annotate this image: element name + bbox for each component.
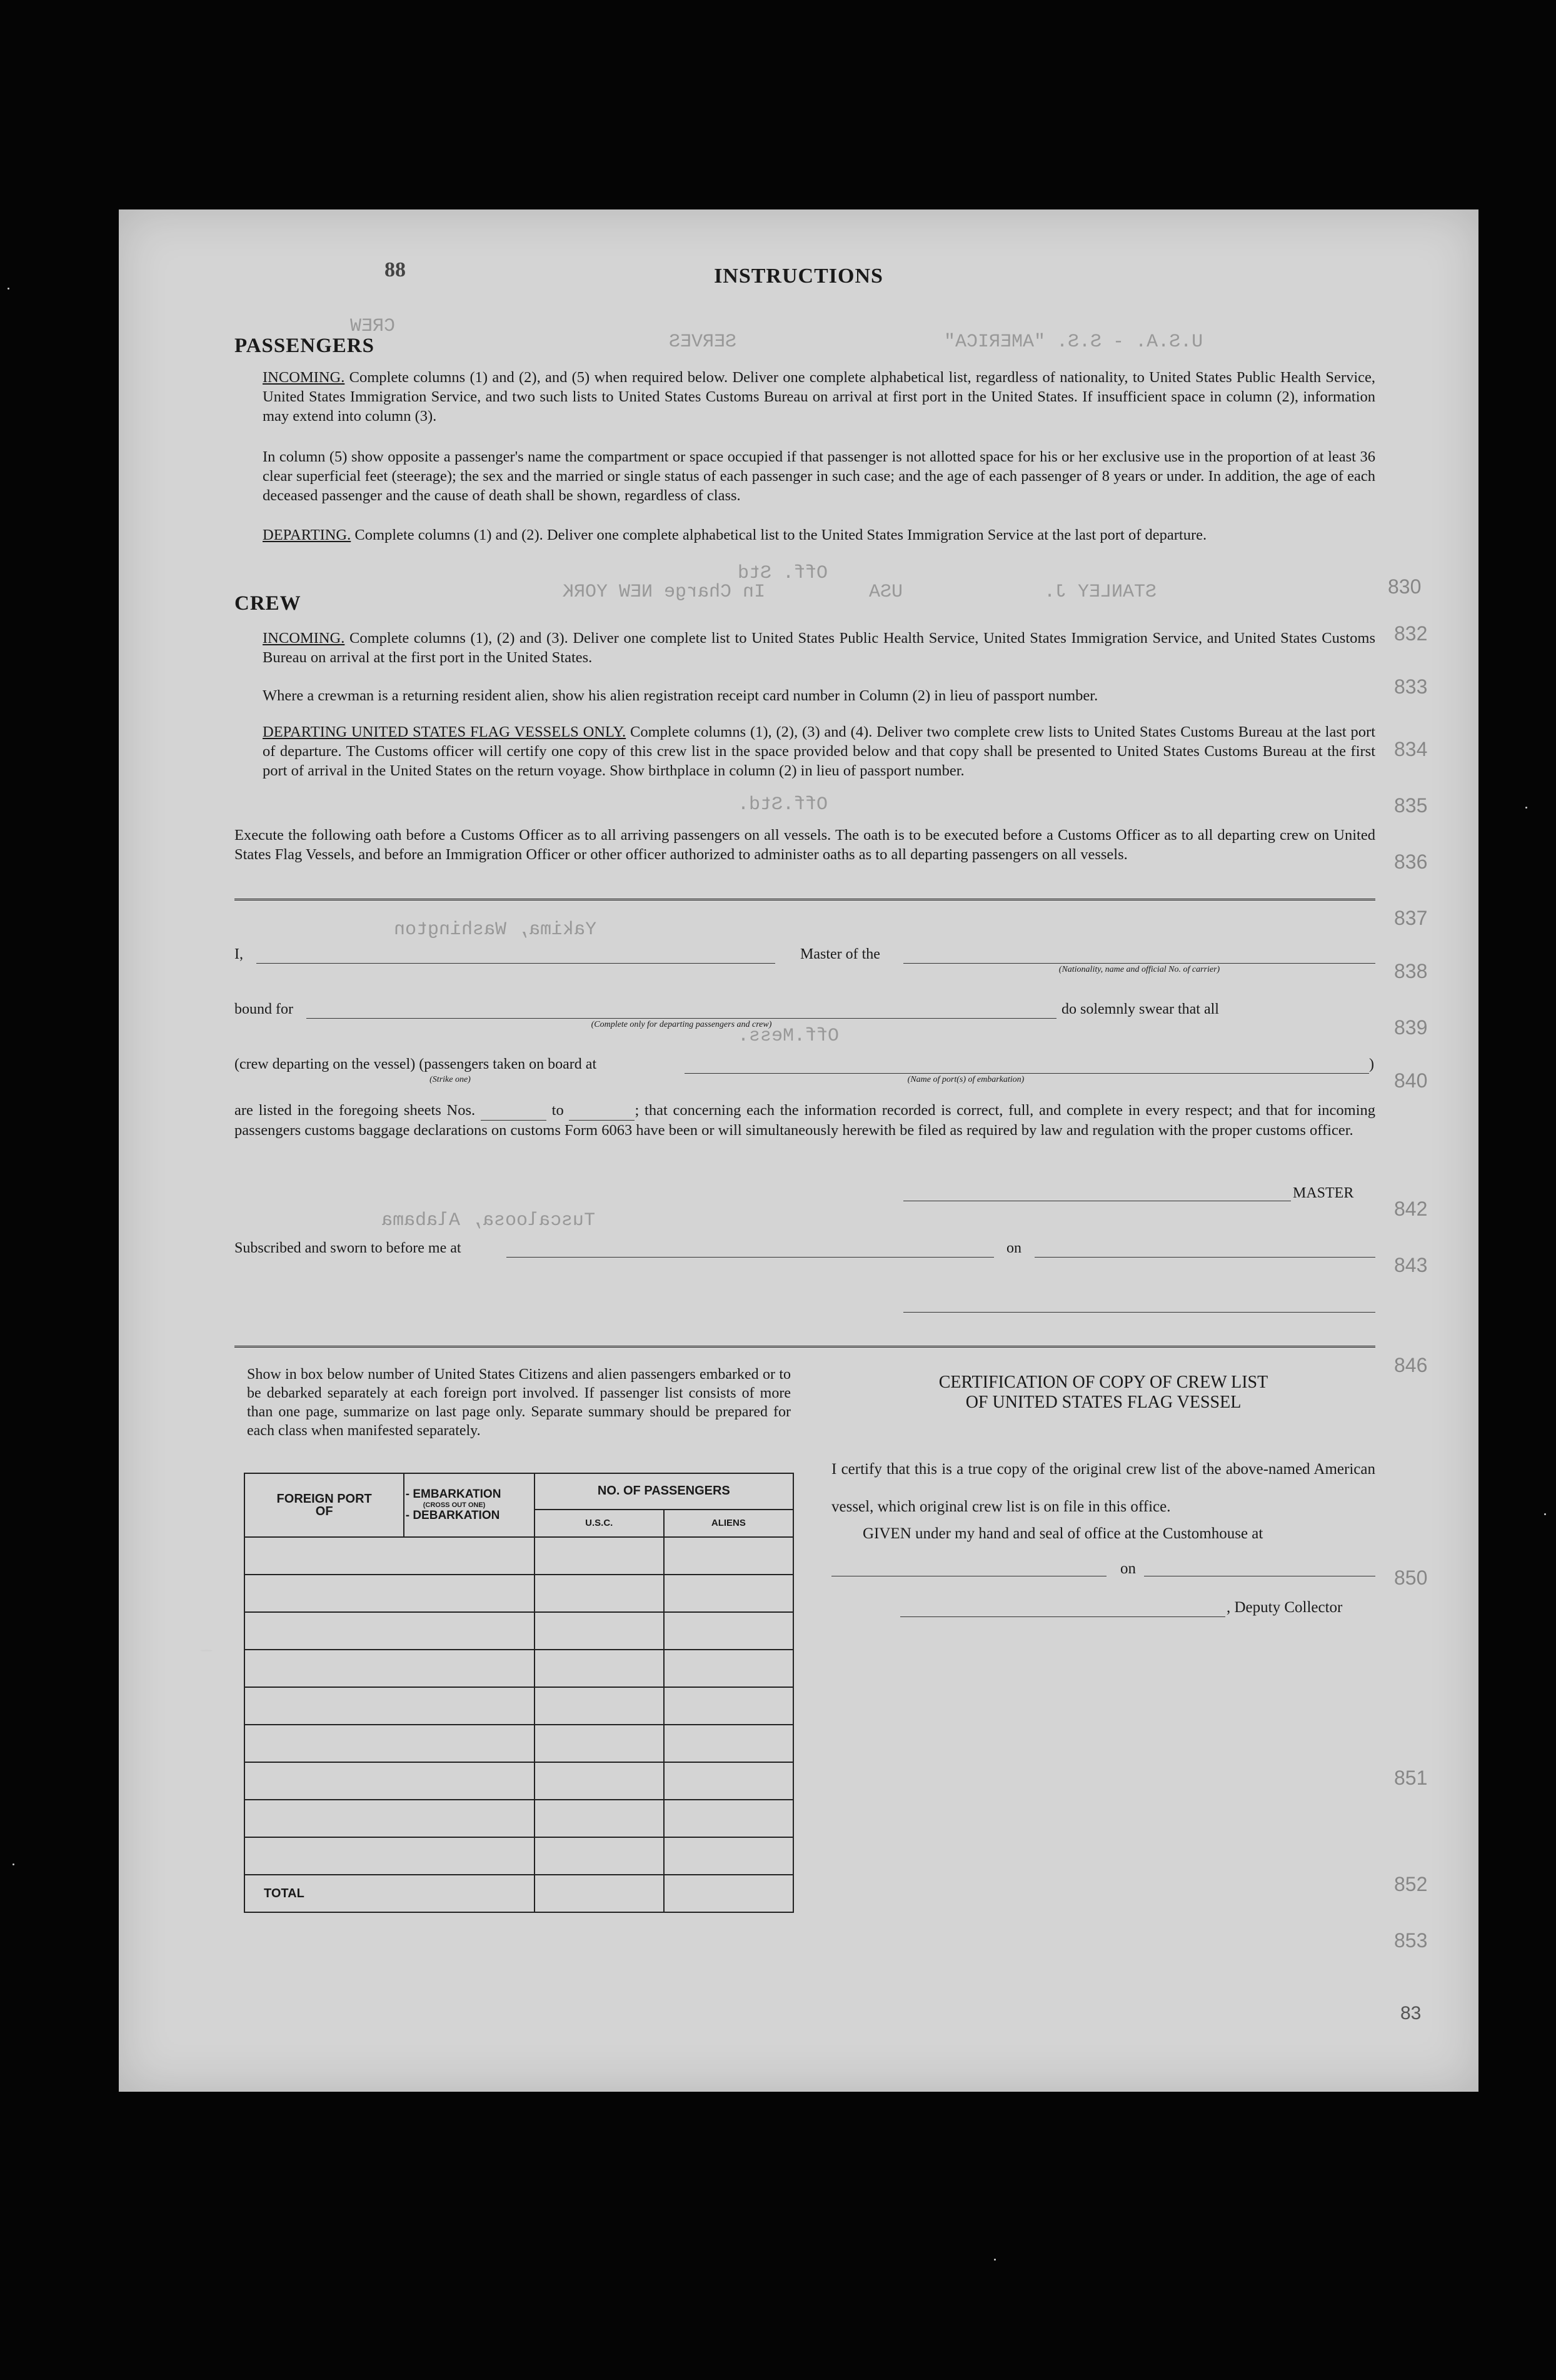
edge-number: 839 xyxy=(1394,1016,1428,1039)
dust-speck xyxy=(8,288,9,290)
vessel-name-field[interactable] xyxy=(903,963,1375,964)
usc-cell[interactable] xyxy=(535,1687,664,1725)
crew-departing-label: DEPARTING UNITED STATES FLAG VESSELS ONLY. xyxy=(263,724,626,740)
bound-for-caption: (Complete only for departing passengers and crew) xyxy=(591,1020,772,1029)
dust-speck xyxy=(13,1863,14,1865)
given-text: GIVEN under my hand and seal of office at the Customhouse at xyxy=(863,1525,1263,1542)
crew-departing-text: Complete columns (1), (2), (3) and (4). Deliver two complete crew lists to United States Customs Bureau at the last port of departure. The Customs officer will certify one copy of this crew list in the space provided below and that copy shall be presented to United States Customs Bureau at the first port of arrival in the United States on the return voyage. Show birthplace in column (2) in lieu of passport number. xyxy=(263,724,1375,779)
edge-number: 835 xyxy=(1394,794,1428,817)
edge-number: 834 xyxy=(1394,738,1428,760)
crew-heading: CREW xyxy=(234,592,301,615)
passengers-incoming-paragraph xyxy=(263,368,1375,426)
dust-speck xyxy=(994,2259,996,2261)
no-passengers-header: NO. OF PASSENGERS xyxy=(535,1473,793,1510)
crew-incoming-paragraph xyxy=(263,628,1375,667)
port-cell[interactable] xyxy=(244,1537,535,1575)
crew-incoming-label: INCOMING. xyxy=(263,630,345,647)
port-cell[interactable] xyxy=(244,1800,535,1837)
certification-on-label: on xyxy=(1120,1560,1136,1577)
sheet-to-field[interactable] xyxy=(569,1101,635,1121)
page-marker: 88 xyxy=(384,258,406,281)
edge-number: 852 xyxy=(1394,1873,1428,1895)
bleed-through-text: STANLEY J. xyxy=(1044,582,1157,603)
oath-intro: Execute the following oath before a Customs Officer as to all arriving passengers on all vessels. The oath is to be executed before a Customs Officer as to all departing crew on United States Flag Vessels, and before an Immigration Officer or other officer authorized to administer oaths as to all departing passengers on all vessels. xyxy=(234,827,1375,863)
incoming-label: INCOMING. xyxy=(263,369,345,386)
master-label: MASTER xyxy=(1293,1185,1354,1201)
port-cell[interactable] xyxy=(244,1575,535,1612)
port-cell[interactable] xyxy=(244,1612,535,1650)
subscribed-label: Subscribed and sworn to before me at xyxy=(234,1240,461,1256)
usc-cell[interactable] xyxy=(535,1762,664,1800)
table-row xyxy=(244,1537,793,1575)
total-aliens-cell[interactable] xyxy=(664,1875,793,1912)
usc-cell[interactable] xyxy=(535,1725,664,1762)
crew-incoming-text: Complete columns (1), (2) and (3). Deliver one complete list to United States Public Health Service, United States Immigration Service, and United States Customs Bureau on arrival at the first port in the United States. xyxy=(263,630,1376,666)
listed-to: to xyxy=(551,1102,564,1119)
bleed-through-text: Off.Std. xyxy=(738,794,828,815)
table-row xyxy=(244,1575,793,1612)
aliens-cell[interactable] xyxy=(664,1575,793,1612)
crew-departing-text: (crew departing on the vessel) (passengers taken on board at xyxy=(234,1056,597,1072)
usc-cell[interactable] xyxy=(535,1537,664,1575)
total-usc-cell[interactable] xyxy=(535,1875,664,1912)
bleed-through-text: Yakima, Washington xyxy=(394,919,597,940)
edge-number: 840 xyxy=(1394,1069,1428,1092)
certify-text: I certify that this is a true copy of the original crew list of the above-named American vessel, which original crew list is on file in this office. xyxy=(831,1461,1375,1515)
page-title: INSTRUCTIONS xyxy=(714,265,883,288)
usc-cell[interactable] xyxy=(535,1612,664,1650)
officer-signature-field[interactable] xyxy=(903,1312,1375,1313)
aliens-cell[interactable] xyxy=(664,1800,793,1837)
incoming-text: Complete columns (1) and (2), and (5) when required below. Deliver one complete alphabetical list, regardless of nationality, to United States Public Health Service, United States Immigration Service, and two such lists to United States Customs Bureau on arrival at first port in the United States. If insufficient space in column (2), information may extend into column (3). xyxy=(263,369,1376,425)
section-divider xyxy=(234,1346,1375,1349)
bound-for-field[interactable] xyxy=(306,1018,1057,1019)
crew-resident-alien-paragraph: Where a crewman is a returning resident alien, show his alien registration receipt card number in Column (2) in lieu of passport number. xyxy=(263,687,1098,704)
passengers-column5-paragraph: In column (5) show opposite a passenger's name the compartment or space occupied if that passenger is not allotted space for his or her exclusive use in the proportion of at least 36 clear superficial feet (steerage); the sex and the married or single status of each passenger in such case; and the age of each passenger of 8 years or under. In addition, the age of each deceased passenger and the cause of death shall be shown, regardless of class. xyxy=(263,448,1375,504)
oath-i-label: I, xyxy=(234,946,243,962)
embarkation-port-field[interactable] xyxy=(685,1073,1369,1074)
certification-heading-line1: CERTIFICATION OF COPY OF CREW LIST xyxy=(938,1373,1268,1392)
table-row xyxy=(244,1837,793,1875)
total-row xyxy=(244,1875,793,1912)
subscribed-place-field[interactable] xyxy=(506,1257,994,1258)
bound-for-label: bound for xyxy=(234,1001,293,1017)
dust-speck xyxy=(1525,807,1527,809)
bleed-through-text: CREW xyxy=(350,316,396,337)
usc-cell[interactable] xyxy=(535,1800,664,1837)
aliens-cell[interactable] xyxy=(664,1837,793,1875)
listed-suffix: ; that concerning each the information recorded is correct, full, and complete in every respect; and that for incoming passengers customs baggage declarations on customs Form 6063 have been or will simultaneously herewith be filed as required by law and regulation with the proper customs officer. xyxy=(234,1102,1376,1139)
aliens-cell[interactable] xyxy=(664,1687,793,1725)
edge-number: 843 xyxy=(1394,1254,1428,1276)
edge-number: 842 xyxy=(1394,1198,1428,1220)
passengers-departing-paragraph xyxy=(263,525,1375,545)
certification-heading xyxy=(831,1373,1375,1413)
bleed-through-text: Off. Std xyxy=(738,563,828,584)
listed-prefix: are listed in the foregoing sheets Nos. xyxy=(234,1102,476,1119)
close-paren: ) xyxy=(1369,1056,1374,1072)
port-cell[interactable] xyxy=(244,1725,535,1762)
table-row xyxy=(244,1612,793,1650)
manifest-page xyxy=(119,209,1478,2092)
subscribed-date-field[interactable] xyxy=(1035,1257,1375,1258)
table-row xyxy=(244,1762,793,1800)
strike-one-caption: (Strike one) xyxy=(429,1075,471,1084)
master-name-field[interactable] xyxy=(256,963,775,964)
certification-heading-line2: OF UNITED STATES FLAG VESSEL xyxy=(965,1393,1242,1412)
table-row xyxy=(244,1650,793,1687)
listed-paragraph xyxy=(234,1101,1375,1140)
departing-text: Complete columns (1) and (2). Deliver one complete alphabetical list to the United States Immigration Service at the last port of departure. xyxy=(354,527,1207,543)
aliens-cell[interactable] xyxy=(664,1725,793,1762)
aliens-cell[interactable] xyxy=(664,1762,793,1800)
aliens-cell[interactable] xyxy=(664,1650,793,1687)
bleed-through-text: U.S.A. - S.S. "AMERICA" xyxy=(944,331,1203,353)
usc-header: U.S.C. xyxy=(535,1510,664,1537)
port-cell[interactable] xyxy=(244,1837,535,1875)
edge-number: 846 xyxy=(1394,1354,1428,1376)
bleed-through-text: Tuscaloosa, Alabama xyxy=(381,1210,596,1231)
table-row xyxy=(244,1687,793,1725)
passengers-heading: PASSENGERS xyxy=(234,335,374,357)
dust-speck xyxy=(200,1650,213,1651)
total-label: TOTAL xyxy=(244,1875,535,1912)
crew-departing-paragraph xyxy=(263,722,1375,780)
edge-number: 851 xyxy=(1394,1767,1428,1789)
vessel-caption: (Nationality, name and official No. of carrier) xyxy=(1058,965,1220,974)
port-cell[interactable] xyxy=(244,1650,535,1687)
edge-number: 832 xyxy=(1394,622,1428,645)
summary-instructions: Show in box below number of United States Citizens and alien passengers embarked or to be debarked separately at each foreign port involved. If passenger list consists of more than one page, summarize on last page only. Separate summary should be prepared for each class when manifested separately. xyxy=(247,1366,791,1439)
embark-debark-header: - EMBARKATION (CROSS OUT ONE) - DEBARKATION xyxy=(406,1473,535,1537)
bleed-through-text: SERVES xyxy=(669,331,737,353)
edge-number: 830 xyxy=(1388,575,1422,598)
edge-number: 838 xyxy=(1394,960,1428,982)
deputy-collector-signature-field[interactable] xyxy=(900,1616,1225,1617)
bleed-through-text: Off.Mess. xyxy=(738,1026,840,1047)
table-row xyxy=(244,1800,793,1837)
usc-cell[interactable] xyxy=(535,1575,664,1612)
edge-number: 837 xyxy=(1394,907,1428,929)
usc-cell[interactable] xyxy=(535,1837,664,1875)
port-caption: (Name of port(s) of embarkation) xyxy=(907,1075,1025,1084)
section-divider xyxy=(234,899,1375,902)
aliens-cell[interactable] xyxy=(664,1612,793,1650)
bleed-through-text: USA xyxy=(869,582,903,603)
aliens-header: ALIENS xyxy=(664,1510,793,1537)
deputy-collector-label: , Deputy Collector xyxy=(1227,1599,1343,1616)
passenger-summary-table xyxy=(244,1473,794,1913)
swear-text: do solemnly swear that all xyxy=(1062,1001,1219,1017)
port-cell[interactable] xyxy=(244,1687,535,1725)
dust-speck xyxy=(1544,1513,1546,1515)
subscribed-on-label: on xyxy=(1006,1240,1021,1256)
table-row xyxy=(244,1725,793,1762)
edge-number: 853 xyxy=(1394,1929,1428,1952)
edge-number: 833 xyxy=(1394,675,1428,698)
edge-number: 850 xyxy=(1394,1566,1428,1589)
port-cell[interactable] xyxy=(244,1762,535,1800)
bleed-through-text: In Charge NEW YORK xyxy=(563,582,766,603)
sheet-from-field[interactable] xyxy=(481,1101,546,1121)
footer-page-mark: 83 xyxy=(1400,2003,1422,2024)
aliens-cell[interactable] xyxy=(664,1537,793,1575)
departing-label: DEPARTING. xyxy=(263,527,351,543)
usc-cell[interactable] xyxy=(535,1650,664,1687)
master-of-label: Master of the xyxy=(800,946,880,962)
edge-number: 836 xyxy=(1394,850,1428,873)
foreign-port-header: FOREIGN PORT OF xyxy=(244,1473,404,1537)
